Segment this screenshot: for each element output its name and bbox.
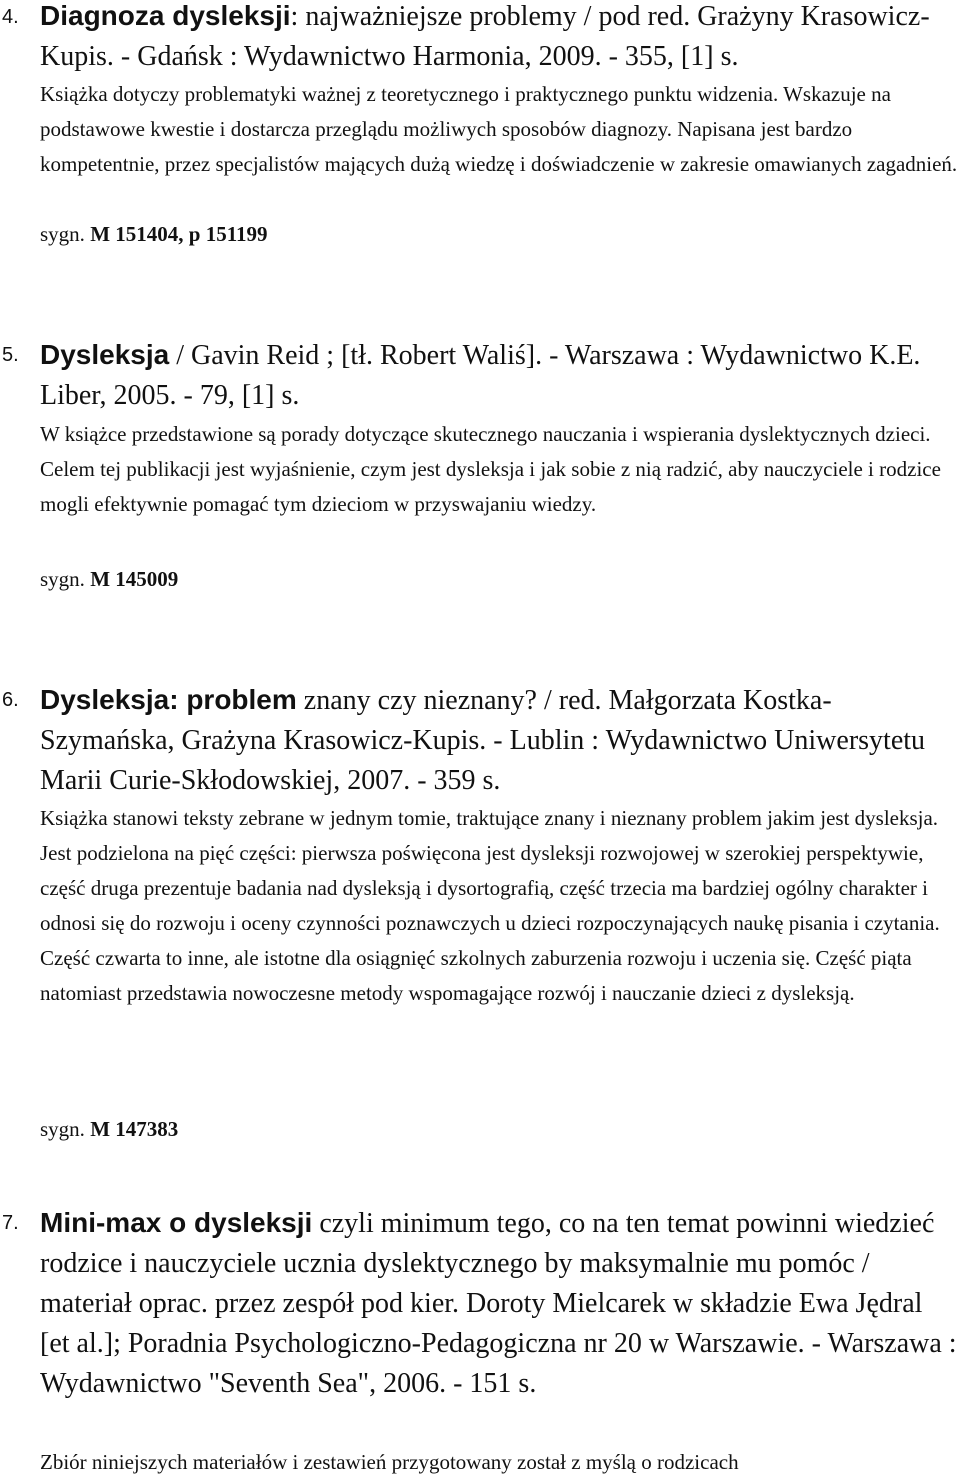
entry-title-rest: : najważniejsze problemy / pod red. Grażyny Krasowicz-Kupis. - Gdańsk : Wydawnictwo Harmonia, 2009. - 355, [1] s. xyxy=(40,1,930,72)
entry-signature xyxy=(40,217,268,252)
entry-title-bold: Dysleksja: problem xyxy=(40,684,297,715)
signature-label: sygn. xyxy=(40,1117,85,1141)
entry-title-rest: czyli minimum tego, co na ten temat powinni wiedzieć rodzice i nauczyciele ucznia dyslektycznego by maksymalnie mu pomóc / materiał oprac. przez zespół pod kier. Doroty Mielcarek w składzie Ewa Jędral [et al.]; Poradnia Psychologiczno-Pedagogiczna nr 20 w Warszawie. - Warszawa : Wydawnictwo "Seventh Sea", 2006. - 151 s. xyxy=(40,1208,957,1399)
signature-label: sygn. xyxy=(40,567,85,591)
entry-title xyxy=(40,0,958,77)
entry-number: 7. xyxy=(2,1212,19,1234)
entry-description: Książka stanowi teksty zebrane w jednym tomie, traktujące znany i nieznany problem jakim jest dysleksja. Jest podzielona na pięć części: pierwsza poświęcona jest dysleksji rozwojowej w szerokiej perspektywie, część druga prezentuje badania nad dysleksją i dysortografią, część trzecia ma bardziej ogólny charakter i odnosi się do rozwoju i oceny czynności poznawczych u dzieci rozpoczynających naukę pisania i czytania. Część czwarta to inne, ale istotne dla osiągnięć szkolnych zaburzenia rozwoju i uczenia się. Część piąta natomiast przedstawia nowoczesne metody wspomagające rozwój i nauczanie dzieci z dysleksją. xyxy=(40,806,940,1005)
entry-signature xyxy=(40,1112,178,1147)
entry-description: W książce przedstawione są porady dotyczące skutecznego nauczania i wspierania dyslektycznych dzieci. Celem tej publikacji jest wyjaśnienie, czym jest dysleksja i jak sobie z nią radzić, aby nauczyciele i rodzice mogli efektywnie pomagać tym dzieciom w przyswajaniu wiedzy. xyxy=(40,422,941,516)
entry-description: Książka dotyczy problematyki ważnej z teoretycznego i praktycznego punktu widzenia. Wskazuje na podstawowe kwestie i dostarcza przeglądu możliwych sposobów diagnozy. Napisana jest bardzo kompetentnie, przez specjalistów mających dużą wiedzę i doświadczenie w zakresie omawianych zagadnień. xyxy=(40,82,958,176)
entry-title-bold: Dysleksja xyxy=(40,339,170,370)
entry-title-bold: Diagnoza dysleksji xyxy=(40,0,291,31)
entry-description: Zbiór niniejszych materiałów i zestawień przygotowany został z myślą o rodzicach xyxy=(40,1450,739,1474)
signature-value: M 151404, p 151199 xyxy=(90,222,268,246)
entry-title-bold: Mini-max o dysleksji xyxy=(40,1207,313,1238)
entry-title xyxy=(40,335,958,416)
signature-value: M 145009 xyxy=(90,567,179,591)
entry-number: 5. xyxy=(2,344,19,366)
entry-title xyxy=(40,1203,958,1404)
entry-title-rest: znany czy nieznany? / red. Małgorzata Kostka-Szymańska, Grażyna Krasowicz-Kupis. - Lublin : Wydawnictwo Uniwersytetu Marii Curie-Skłodowskiej, 2007. - 359 s. xyxy=(40,685,926,796)
entry-number: 6. xyxy=(2,689,19,711)
signature-value: M 147383 xyxy=(90,1117,179,1141)
signature-label: sygn. xyxy=(40,222,85,246)
entry-number: 4. xyxy=(2,6,19,28)
entry-title-rest: / Gavin Reid ; [tł. Robert Waliś]. - Warszawa : Wydawnictwo K.E. Liber, 2005. - 79, [1] s. xyxy=(40,340,921,411)
entry-signature xyxy=(40,562,178,597)
entry-title xyxy=(40,680,958,801)
